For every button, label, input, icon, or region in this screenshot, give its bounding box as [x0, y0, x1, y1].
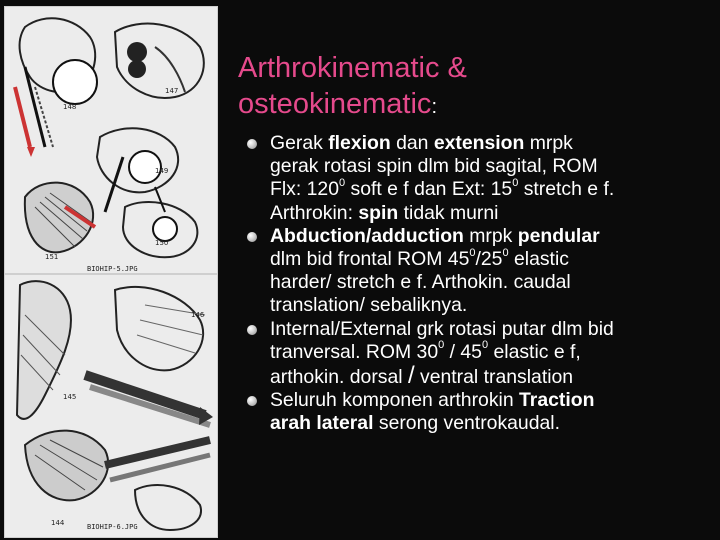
- degree-superscript: 0: [469, 246, 476, 259]
- title-line-2-text: osteokinematic: [238, 88, 432, 120]
- figure-label: 145: [63, 393, 77, 401]
- text-run-bold: flexion: [328, 132, 391, 154]
- figure-caption: BIOHIP-6.JPG: [87, 523, 138, 531]
- slash-glyph: /: [407, 362, 415, 390]
- bullet-1-line-2: gerak rotasi spin dlm bid sagital, ROM: [270, 155, 598, 178]
- text-run-bold: pendular: [517, 224, 600, 247]
- text-run: ventral translation: [414, 366, 574, 389]
- text-run: Gerak: [270, 132, 329, 154]
- text-run: mrpk: [463, 224, 518, 247]
- text-run-bold: Abduction/adduction: [270, 224, 464, 247]
- bullet-dot-icon: [247, 139, 257, 149]
- bullet-item-2: [246, 225, 706, 318]
- bullet-2-line-1: [270, 225, 706, 248]
- text-run: Arthrokin:: [270, 201, 359, 224]
- bullet-3-line-1: Internal/External grk rotasi putar dlm bid: [270, 317, 614, 340]
- text-run-bold: Traction: [519, 389, 595, 412]
- text-run: / 45: [444, 340, 482, 363]
- text-run: Flx: 120: [270, 178, 339, 201]
- bullet-2-line-4: translation/ sebaliknya.: [270, 294, 468, 317]
- hip-joint-drawing-top: [5, 7, 217, 273]
- figure-caption: BIOHIP-5.JPG: [87, 265, 138, 273]
- degree-superscript: 0: [438, 339, 445, 352]
- degree-superscript: 0: [502, 246, 509, 259]
- figure-label: 144: [51, 519, 65, 527]
- figure-label: 146: [191, 311, 205, 319]
- degree-superscript: 0: [481, 339, 489, 352]
- text-run: dan: [390, 132, 434, 154]
- bullet-4-line-1: [270, 389, 706, 412]
- title-line-1: Arthrokinematic &: [238, 52, 467, 84]
- bullet-1-line-1: [270, 132, 706, 155]
- hip-muscle-illustration-bottom: [4, 274, 218, 538]
- figure-label: 147: [165, 87, 179, 95]
- text-run: elastic e f,: [488, 340, 581, 363]
- text-run: tidak murni: [398, 201, 499, 224]
- figure-label: 150: [155, 239, 169, 247]
- text-run: dlm bid frontal ROM 45: [270, 248, 470, 271]
- bullet-item-4: [246, 389, 706, 435]
- bullet-2-line-3: harder/ stretch e f. Arthokin. caudal: [270, 271, 571, 294]
- text-run: stretch e f.: [518, 178, 615, 201]
- bullet-dot-icon: [247, 232, 257, 242]
- text-run: mrpk: [524, 132, 573, 154]
- degree-superscript: 0: [512, 176, 519, 189]
- title-line-2: [238, 86, 708, 125]
- degree-superscript: 0: [338, 176, 346, 189]
- bullet-dot-icon: [247, 325, 257, 335]
- bullet-1-line-3: [270, 178, 706, 201]
- text-run: /25: [475, 248, 503, 271]
- bullet-3-line-2: [270, 341, 706, 364]
- figure-label: 151: [45, 253, 59, 261]
- bullet-4-line-2: [270, 412, 706, 435]
- text-run: arthokin. dorsal: [270, 366, 408, 389]
- bullet-2-line-2: [270, 248, 706, 271]
- text-run: soft e f dan Ext: 15: [345, 178, 513, 201]
- bullet-3-line-3: [270, 364, 706, 389]
- text-run: Seluruh komponen arthrokin: [270, 389, 519, 412]
- bullet-item-3: [246, 318, 706, 390]
- text-run-bold: extension: [433, 132, 525, 154]
- hip-joint-illustration-top: [4, 6, 218, 274]
- title-colon: :: [431, 96, 437, 118]
- bullet-item-1: [246, 132, 706, 225]
- bullet-dot-icon: [247, 396, 257, 406]
- bullet-1-line-4: [270, 202, 706, 225]
- hip-muscle-drawing-bottom: [5, 275, 217, 537]
- text-run: tranversal. ROM 30: [270, 340, 439, 363]
- bullet-list: [246, 132, 706, 436]
- text-run: elastic: [508, 248, 569, 271]
- figure-label: 148: [63, 103, 77, 111]
- figure-label: 149: [155, 167, 169, 175]
- text-run-bold: arah lateral: [270, 412, 374, 435]
- slide-title: [238, 50, 708, 125]
- text-run-bold: spin: [358, 201, 399, 224]
- text-run: serong ventrokaudal.: [373, 412, 560, 435]
